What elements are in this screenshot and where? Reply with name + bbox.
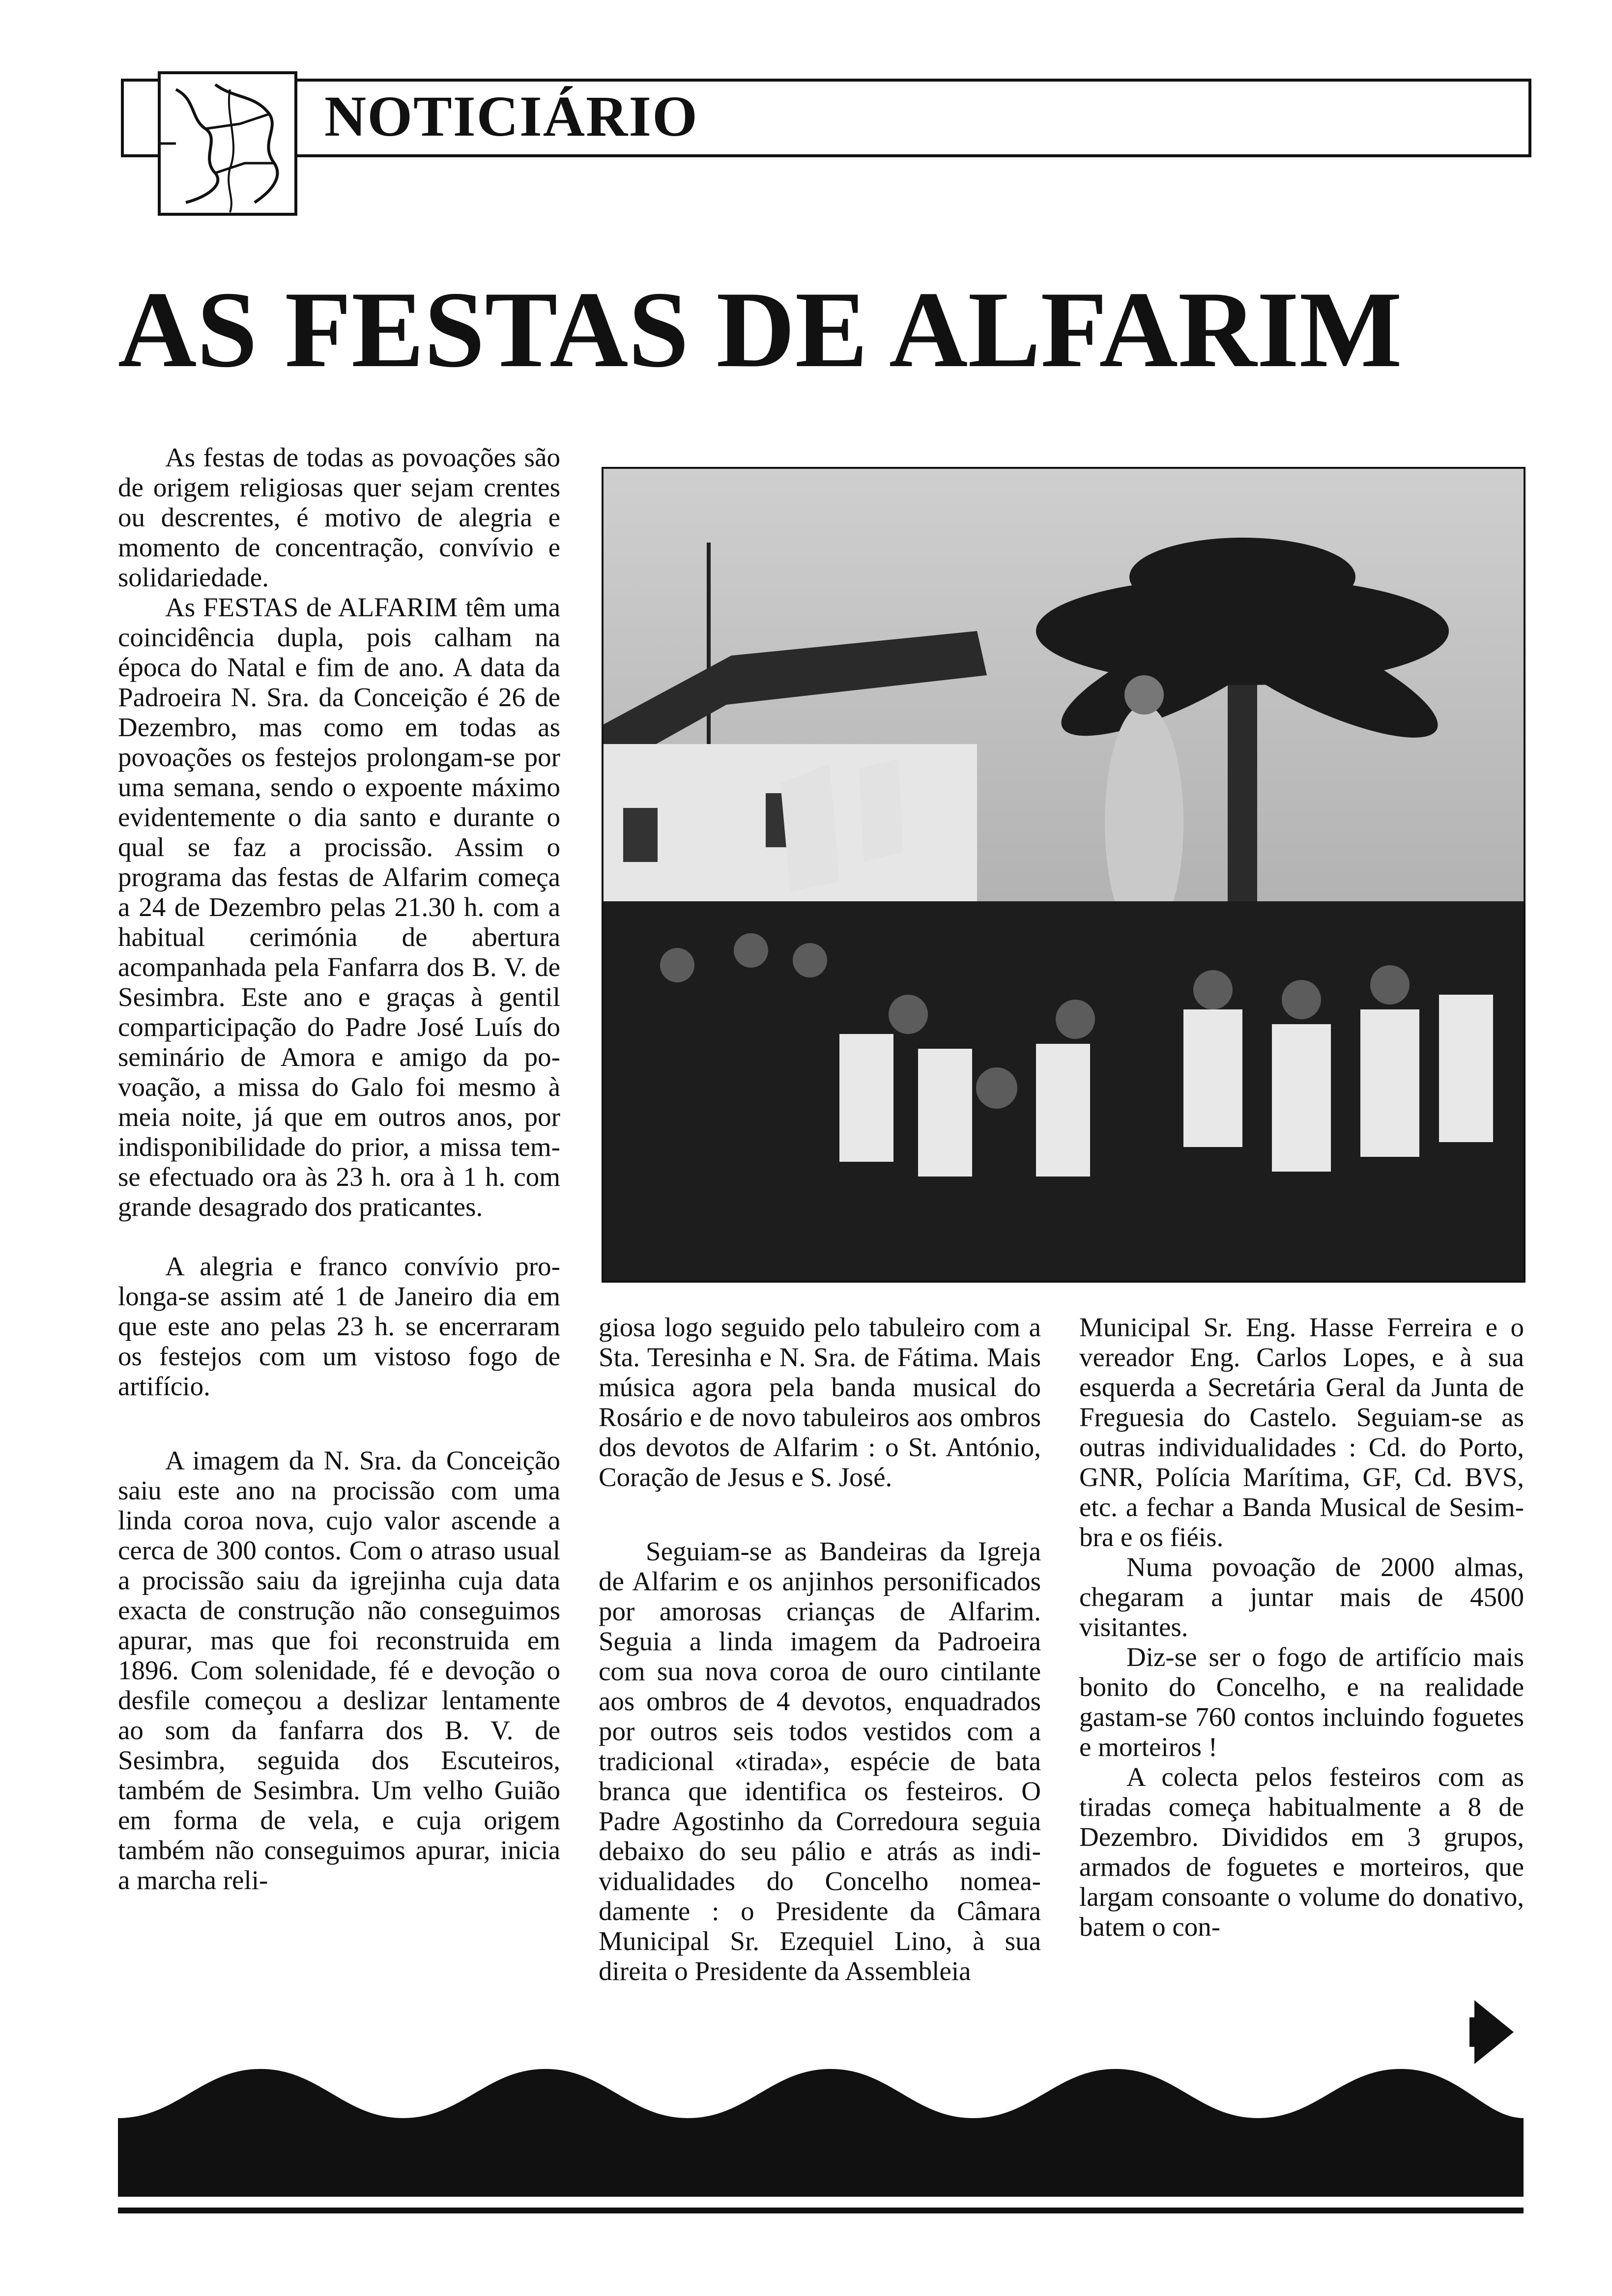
footer-rule — [118, 2208, 1524, 2213]
paragraph: A colecta pelos festeiros com as tiradas começa habitualmente a 8 de Dezembro. Divididos em 3 grupos, armados de foguetes e morteiros, que largam consoante o volume do donativo, batem o con- — [1079, 1762, 1524, 1942]
article-column-3 — [1079, 1312, 1524, 1942]
section-title: NOTICIÁRIO — [324, 84, 698, 148]
map-emblem-icon — [156, 70, 299, 217]
article-headline: AS FESTAS DE ALFARIM — [118, 269, 1403, 390]
paragraph: Seguiam-se as Bandeiras da Igreja de Alfarim e os anjinhos personificados por amorosas crianças de Alfarim. Seguia a linda imagem da Padroeira com sua nova coroa de ouro cintilante aos ombros de 4 devotos, enquadrados por outros seis todos vestidos com a tradicional «tirada», espécie de bata branca que identifica os festeiros. O Padre Agostinho da Corredoura seguia debaixo do seu pálio e atrás as individualidades do Concelho nomeadamente : o Presidente da Câmara Municipal Sr. Ezequiel Lino, à sua direita o Presidente da Assembleia — [599, 1536, 1041, 1986]
procession-photo — [602, 467, 1526, 1283]
paragraph: giosa logo seguido pelo tabuleiro com a Sta. Teresinha e N. Sra. de Fátima. Mais música agora pela banda musical do Rosário e de novo tabuleiros aos ombros dos devotos de Alfarim : o St. António, Coração de Jesus e S. José. — [599, 1312, 1041, 1492]
paragraph: A imagem da N. Sra. da Conceição saiu este ano na procissão com uma linda coroa nova, cujo valor ascende a cerca de 300 contos. Com o atraso usual a procissão saiu da igrejinha cuja data exacta de construção não conseguimos apurar, mas que foi reconstruida em 1896. Com solenidade, fé e devoção o desfile começou a deslizar lentamente ao som da fanfarra dos B. V. de Sesimbra, seguida dos Escuteiros, também de Sesimbra. Um velho Guião em forma de vela, e cuja origem também não conseguimos apurar, inicia a marcha reli- — [118, 1445, 560, 1895]
article-column-2 — [599, 1312, 1041, 1986]
paragraph: As festas de todas as povoações são de origem religiosas quer sejam crentes ou descrentes, é motivo de alegria e momento de concentração, convívio e solidariedade. — [118, 442, 560, 592]
paragraph: As FESTAS de ALFARIM têm uma coincidência dupla, pois calham na época do Natal e fim de ano. A data da Padroeira N. Sra. da Conceição é 26 de Dezembro, mas como em todas as povoações os festejos prolongam-se por uma semana, sendo o expoente máximo evidentemente o dia santo e durante o qual se faz a procissão. Assim o programa das festas de Alfarim começa a 24 de Dezembro pelas 21.30 h. com a habitual cerimónia de abertura acompanhada pela Fanfarra dos B. V. de Sesimbra. Este ano e graças à gentil comparticipação do Padre José Luís do seminário de Amora e amigo da povoação, a missa do Galo foi mesmo à meia noite, já que em outros anos, por indisponibilidade do prior, a missa tem-se efectuado ora às 23 h. ora à 1 h. com grande desagrado dos praticantes. — [118, 592, 560, 1222]
footer-wave-band — [118, 2049, 1524, 2197]
article-column-1 — [118, 442, 560, 1895]
paragraph: A alegria e franco convívio prolonga-se assim até 1 de Janeiro dia em que este ano pelas 23 h. se encerraram os festejos com um vistoso fogo de artifício. — [118, 1251, 560, 1401]
paragraph: Diz-se ser o fogo de artifício mais bonito do Concelho, e na realidade gastam-se 760 contos incluindo foguetes e morteiros ! — [1079, 1642, 1524, 1762]
paragraph: Municipal Sr. Eng. Hasse Ferreira e o vereador Eng. Carlos Lopes, e à sua esquerda a Secretária Geral da Junta de Freguesia do Castelo. Seguiam-se as outras individualidades : Cd. do Porto, GNR, Polícia Marítima, GF, Cd. BVS, etc. a fechar a Banda Musical de Sesimbra e os fiéis. — [1079, 1312, 1524, 1552]
paragraph: Numa povoação de 2000 almas, chegaram a juntar mais de 4500 visitantes. — [1079, 1552, 1524, 1642]
